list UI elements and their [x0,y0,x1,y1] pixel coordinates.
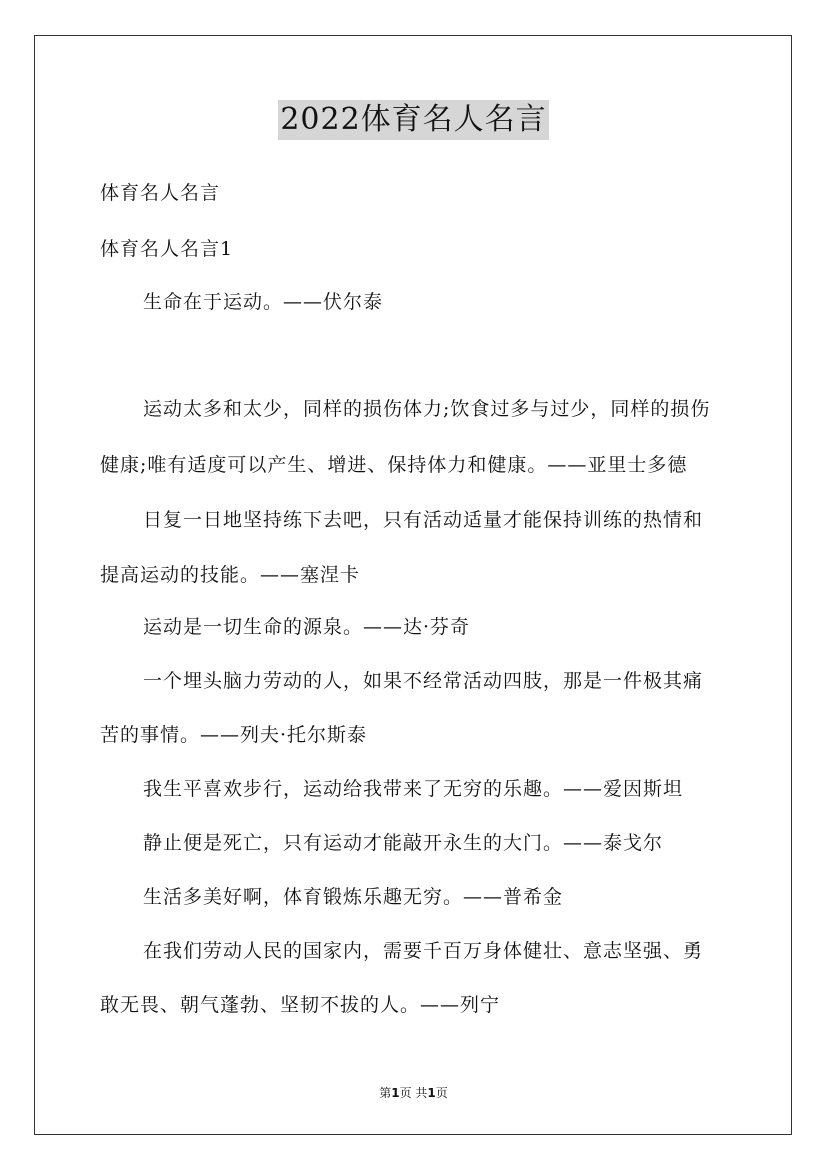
quote-line: 在我们劳动人民的国家内，需要千百万身体健壮、意志坚强、勇 [143,940,704,962]
quote-line: 运动是一切生命的源泉。——达·芬奇 [143,616,471,638]
quote-line: 健康;唯有适度可以产生、增进、保持体力和健康。——亚里士多德 [100,454,688,476]
quote-line: 生活多美好啊，体育锻炼乐趣无穷。——普希金 [143,886,564,908]
quote-line: 运动太多和太少，同样的损伤体力;饮食过多与过少，同样的损伤 [143,398,711,420]
quote-line: 生命在于运动。——伏尔泰 [143,291,384,313]
subtitle: 体育名人名言 [100,182,221,204]
footer-mid: 页 共 [399,1086,428,1100]
quote-line: 提高运动的技能。——塞涅卡 [100,564,361,586]
section-heading: 体育名人名言1 [100,238,234,260]
quote-line: 苦的事情。——列夫·托尔斯泰 [100,724,368,746]
quote-line: 一个埋头脑力劳动的人，如果不经常活动四肢，那是一件极其痛 [143,670,704,692]
quote-line: 日复一日地坚持练下去吧，只有活动适量才能保持训练的热情和 [143,509,704,531]
footer-prefix: 第 [379,1086,392,1100]
quote-line: 静止便是死亡，只有运动才能敲开永生的大门。——泰戈尔 [143,832,664,854]
title-container [0,100,827,140]
quote-line: 敢无畏、朝气蓬勃、坚韧不拔的人。——列宁 [100,994,501,1016]
footer-page-number: 1 [391,1086,400,1100]
quote-line: 我生平喜欢步行，运动给我带来了无穷的乐趣。——爱因斯坦 [143,778,684,800]
footer-page-total: 1 [427,1086,436,1100]
document-title: 2022体育名人名言 [278,100,548,140]
page-footer [0,1084,827,1101]
footer-suffix: 页 [435,1086,448,1100]
